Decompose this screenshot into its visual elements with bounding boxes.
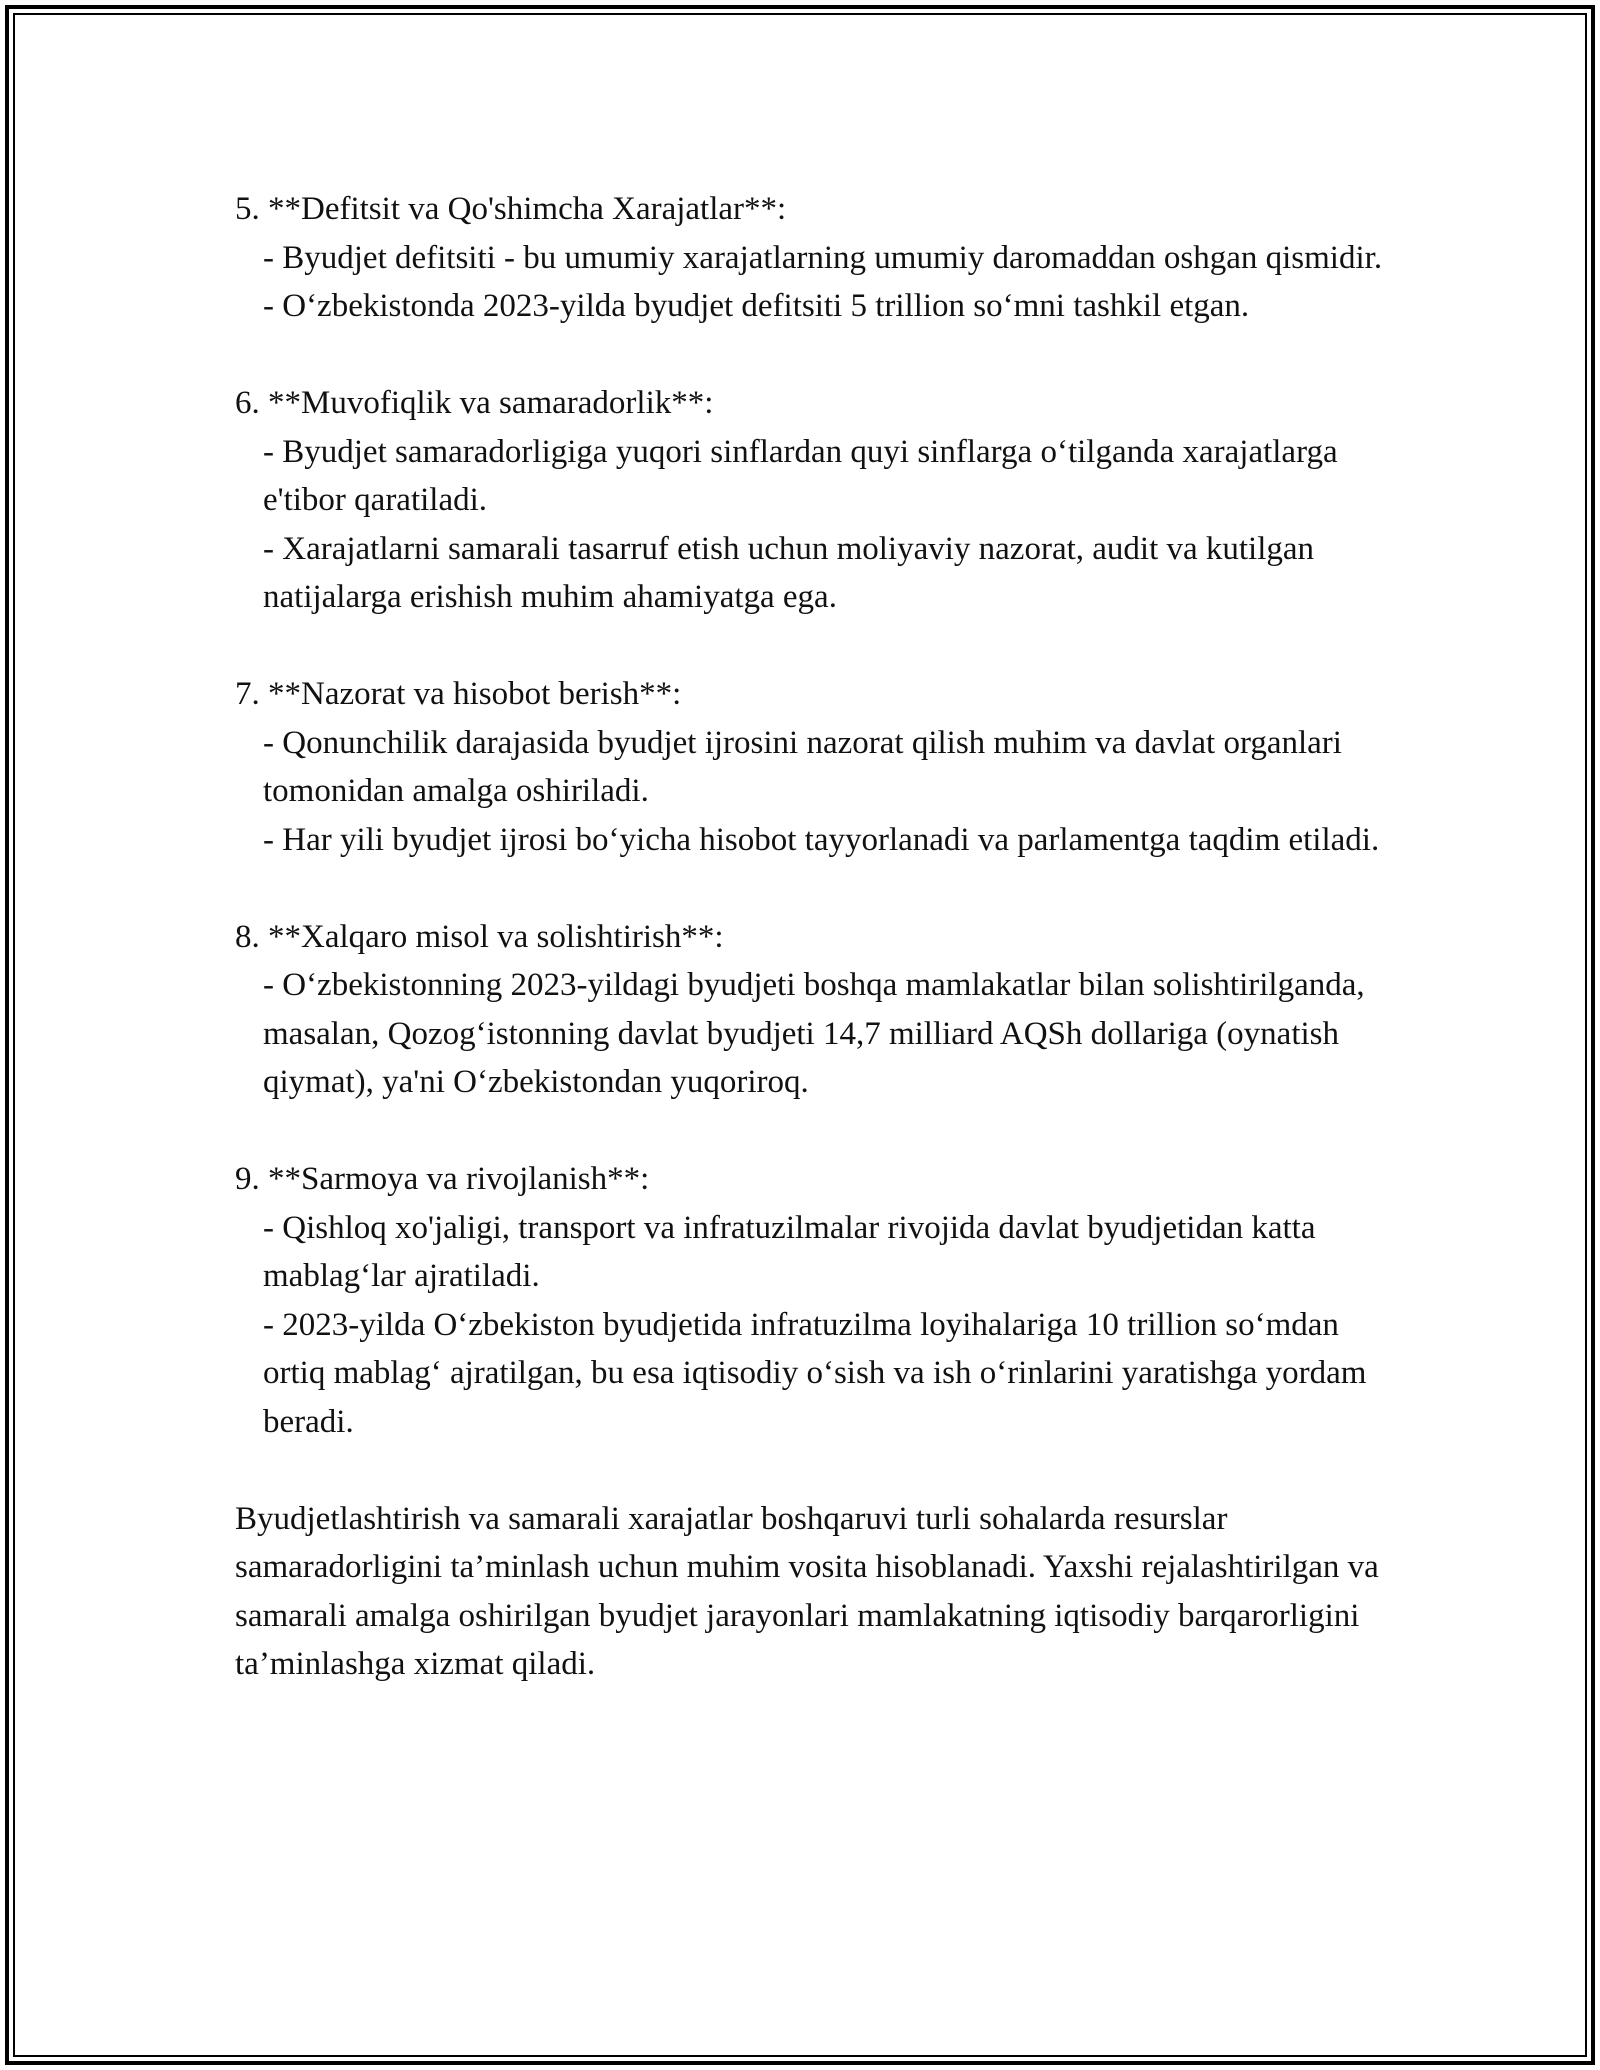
document-body: [235, 185, 1395, 1689]
list-item: - Byudjet samaradorligiga yuqori sinflardan quyi sinflarga o‘tilganda xarajatlarga e'tibor qaratiladi.: [263, 433, 1346, 518]
section-heading: 9. **Sarmoya va rivojlanish**:: [235, 1161, 650, 1197]
section-6: [235, 379, 1395, 622]
list-item: - Qonunchilik darajasida byudjet ijrosini nazorat qilish muhim va davlat organlari tomonidan amalga oshiriladi.: [263, 724, 1351, 809]
list-item: - 2023-yilda O‘zbekiston byudjetida infratuzilma loyihalariga 10 trillion so‘mdan ortiq mablag‘ ajratilgan, bu esa iqtisodiy o‘sish va ish o‘rinlarini yaratishga yordam beradi.: [263, 1306, 1375, 1440]
list-item: - O‘zbekistonning 2023-yildagi byudjeti boshqa mamlakatlar bilan solishtirilganda, masalan, Qozog‘istonning davlat byudjeti 14,7 milliard AQSh dollariga (oynatish qiymat), ya'ni O‘zbekistondan yuqoriroq.: [263, 967, 1373, 1100]
list-item: - O‘zbekistonda 2023-yilda byudjet defitsiti 5 trillion so‘mni tashkil etgan.: [263, 288, 1250, 324]
section-heading: 6. **Muvofiqlik va samaradorlik**:: [235, 385, 714, 421]
list-item: - Xarajatlarni samarali tasarruf etish uchun moliyaviy nazorat, audit va kutilgan natijalarga erishish muhim ahamiyatga ega.: [263, 530, 1323, 615]
section-7: [235, 670, 1395, 864]
conclusion-paragraph: Byudjetlashtirish va samarali xarajatlar boshqaruvi turli sohalarda resurslar samaradorligini ta’minlash uchun muhim vosita hisoblanadi. Yaxshi rejalashtirilgan va samarali amalga oshirilgan byudjet jarayonlari mamlakatning iqtisodiy barqarorligini ta’minlashga xizmat qiladi.: [235, 1500, 1379, 1682]
section-heading: 7. **Nazorat va hisobot berish**:: [235, 676, 682, 712]
list-item: - Har yili byudjet ijrosi bo‘yicha hisobot tayyorlanadi va parlamentga taqdim etiladi.: [263, 821, 1380, 858]
section-heading: 8. **Xalqaro misol va solishtirish**:: [235, 918, 724, 955]
section-8: [235, 913, 1395, 1107]
list-item: - Qishloq xo'jaligi, transport va infratuzilmalar rivojida davlat byudjetidan katta mablag‘lar ajratiladi.: [263, 1209, 1324, 1294]
list-item: - Byudjet defitsiti - bu umumiy xarajatlarning umumiy daromaddan oshgan qismidir.: [263, 239, 1383, 276]
section-heading: 5. **Defitsit va Qo'shimcha Xarajatlar**:: [235, 191, 787, 227]
section-9: [235, 1155, 1395, 1446]
section-5: [235, 185, 1395, 331]
